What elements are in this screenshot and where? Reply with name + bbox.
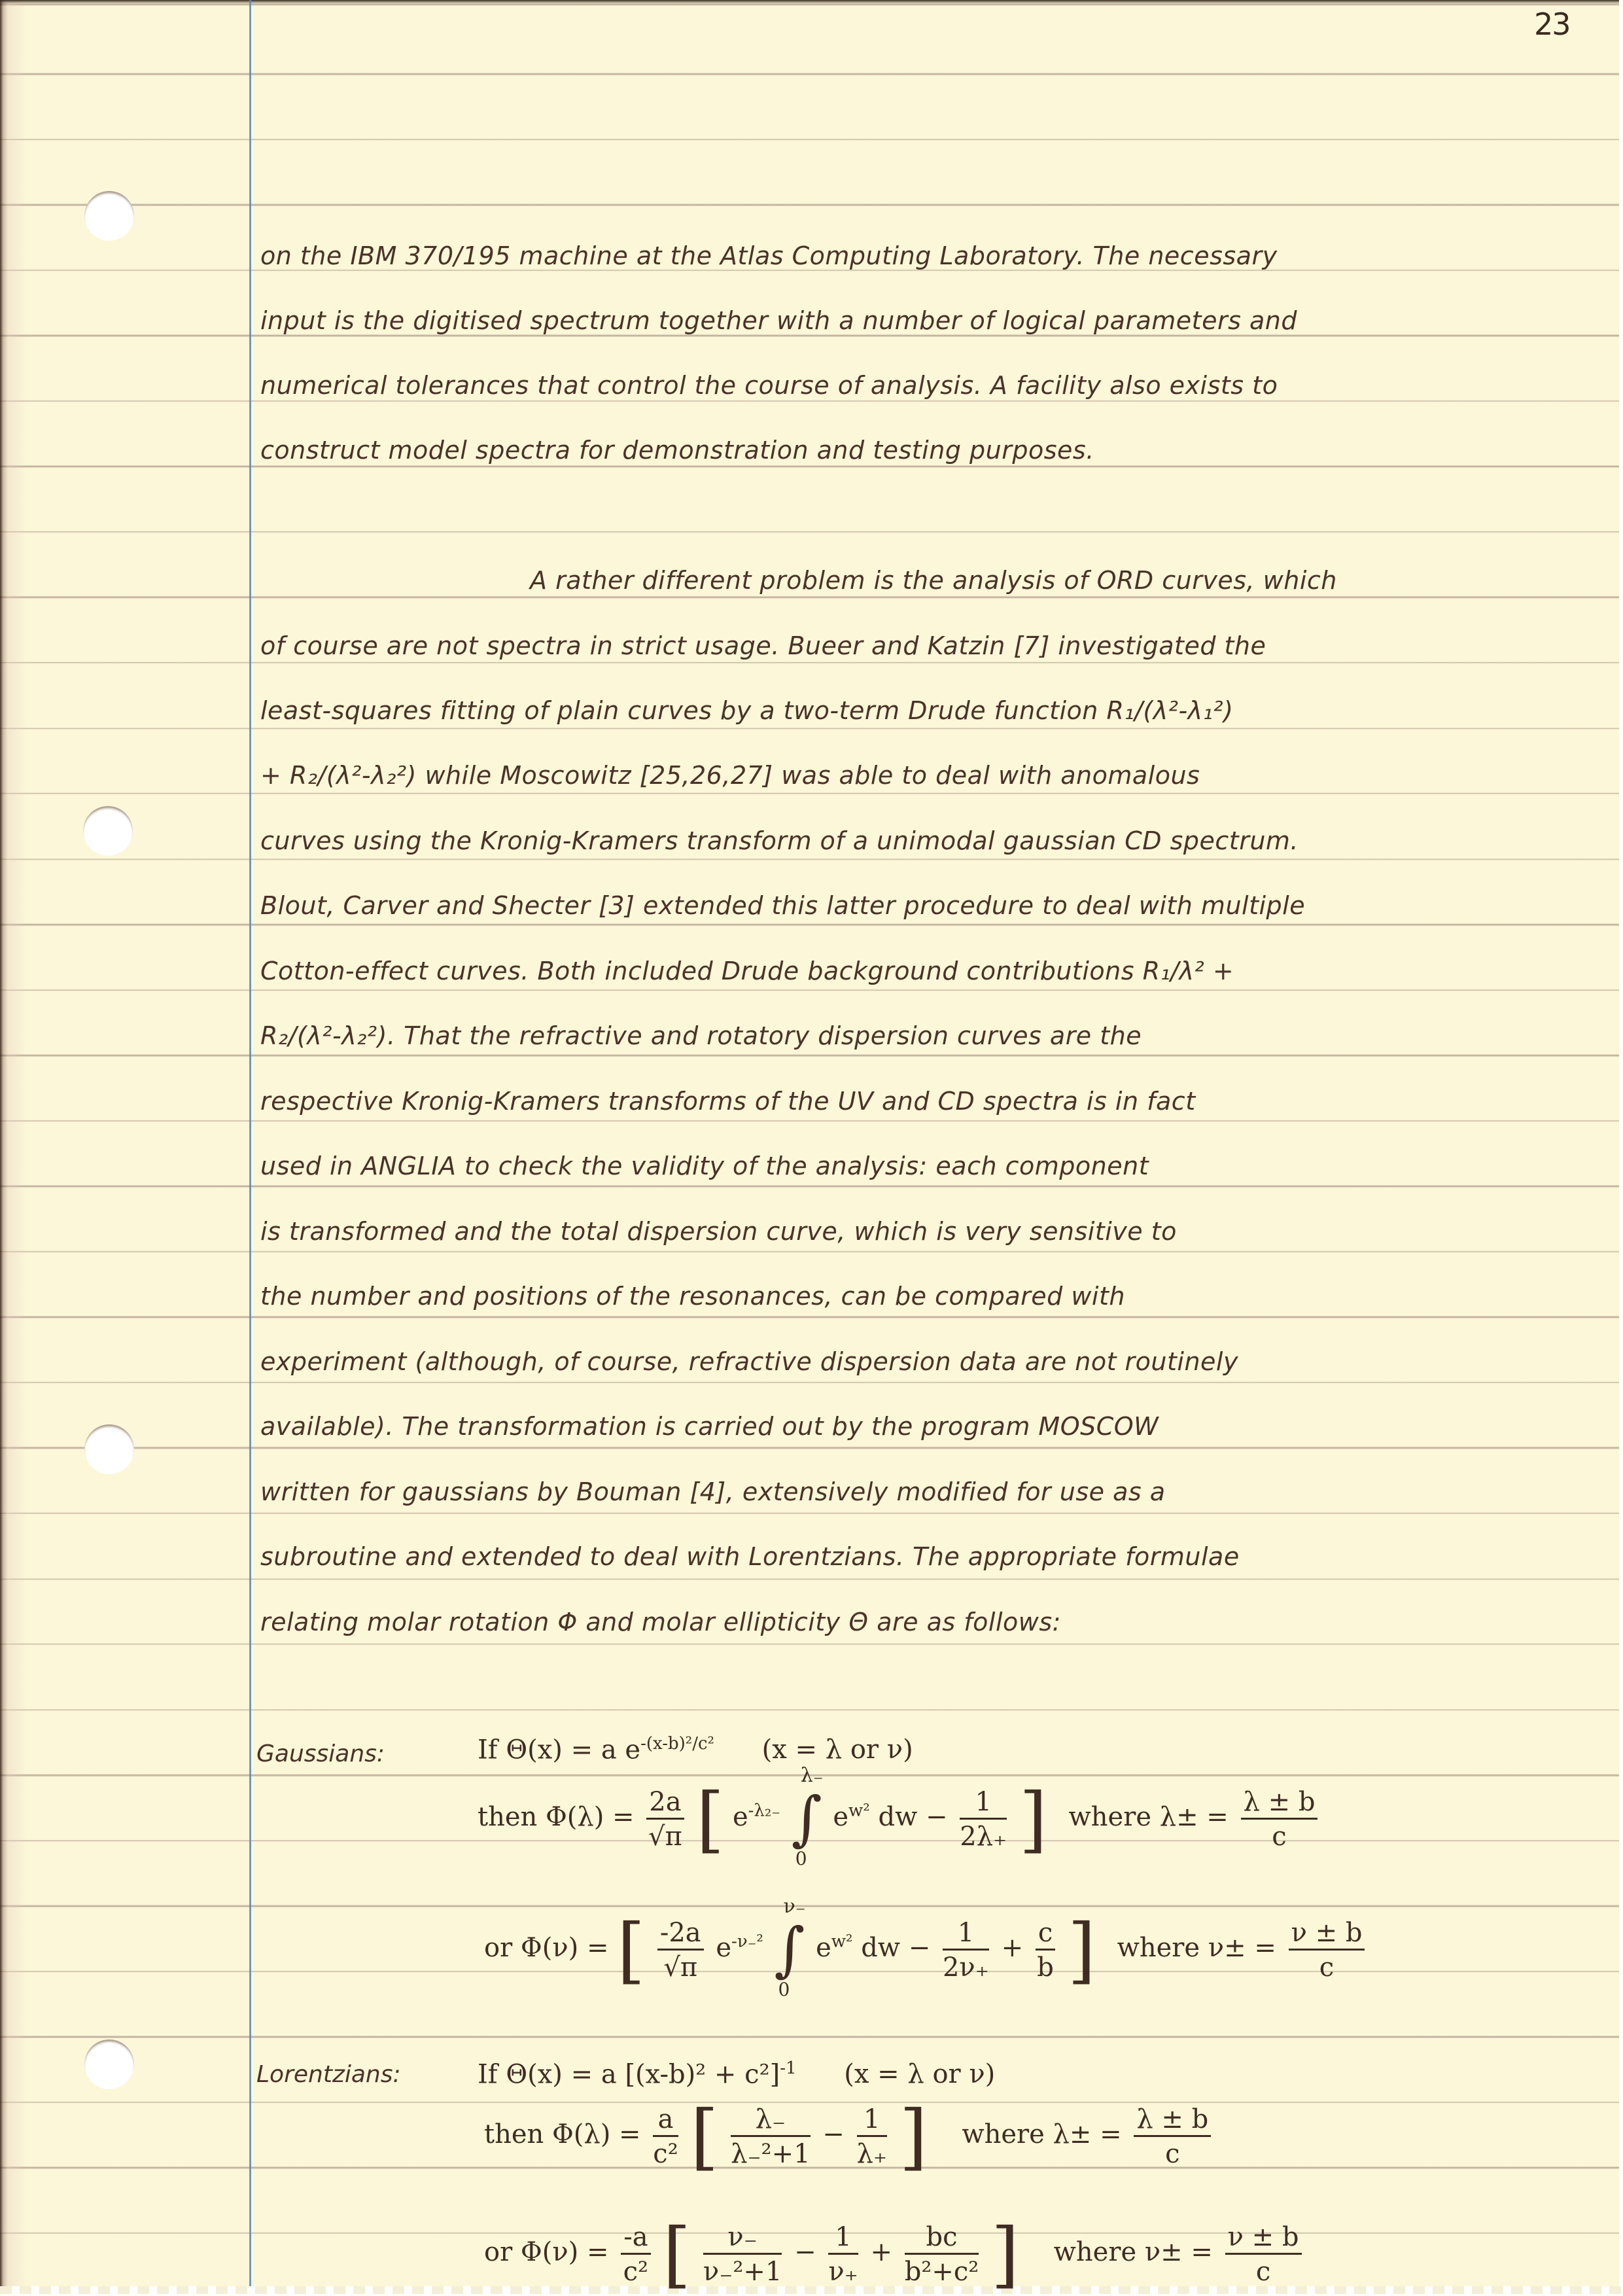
where-text: where λ± =	[962, 2119, 1122, 2149]
fraction	[857, 2106, 887, 2167]
paragraph2-line: Cotton-effect curves. Both included Drude background contributions R₁/λ² +	[260, 957, 1234, 985]
left-bracket: [	[690, 2094, 719, 2178]
fraction	[731, 2106, 810, 2167]
where-text: where λ± =	[1068, 1802, 1229, 1832]
where-text: where ν± =	[1117, 1933, 1276, 1963]
page-number: 23	[1534, 7, 1570, 42]
paragraph1-line: construct model spectra for demonstration and testing purposes.	[260, 436, 1094, 465]
fraction	[1289, 1917, 1365, 1983]
frac-den: λ₊	[856, 2138, 887, 2169]
fraction	[621, 2221, 650, 2287]
lorentzian-exponent: -1	[780, 2058, 797, 2078]
lorentzian-definition	[478, 2058, 996, 2090]
integrand-exp: w²	[831, 1932, 853, 1952]
frac-num: 2a	[646, 1789, 684, 1820]
frac-num: a	[653, 2106, 678, 2137]
paragraph2-line: Blout, Carver and Shecter [3] extended this latter procedure to deal with multiple	[260, 891, 1306, 920]
lorentzian-phi-nu	[484, 2212, 1306, 2296]
page-top-edge	[0, 0, 1619, 4]
frac-den: ν₊	[828, 2256, 858, 2287]
paragraph2-line: curves using the Kronig-Kramers transform of a unimodal gaussian CD spectrum.	[260, 826, 1299, 855]
then-phi-lambda: then Φ(λ) =	[484, 2119, 641, 2149]
right-bracket: ]	[899, 2094, 928, 2178]
frac-den: c²	[623, 2256, 649, 2287]
fraction	[1036, 1917, 1055, 1983]
int-upper: λ₋	[800, 1764, 824, 1787]
fraction	[1134, 2106, 1211, 2167]
frac-num: ν ± b	[1289, 1920, 1365, 1951]
frac-den: √π	[648, 1821, 682, 1852]
paragraph1-line: input is the digitised spectrum together with a number of logical parameters and	[260, 306, 1297, 335]
or-phi-nu: or Φ(ν) =	[484, 1933, 609, 1963]
frac-num: 1	[943, 1920, 989, 1951]
right-bracket: ]	[1019, 1777, 1047, 1861]
punch-hole-icon	[84, 191, 134, 241]
paragraph2-line: is transformed and the total dispersion curve, which is very sensitive to	[260, 1217, 1177, 1246]
exp-power: -λ₂₋	[748, 1801, 781, 1821]
lorentzian-phi-lambda	[484, 2094, 1215, 2178]
gaussian-if-text: If Θ(x) = a e	[478, 1735, 641, 1765]
frac-num: ν ± b	[1225, 2224, 1302, 2255]
frac-den: c	[1319, 1952, 1335, 1983]
fraction	[653, 2106, 678, 2167]
dw: dw −	[878, 1802, 948, 1832]
exp-e: e	[732, 1802, 748, 1832]
plus: +	[1001, 1933, 1024, 1963]
paragraph1-line: numerical tolerances that control the course of analysis. A facility also exists to	[260, 371, 1278, 400]
integral-icon: ∫ ν₋ 0	[774, 1895, 806, 2000]
paragraph2-line: subroutine and extended to deal with Lorentzians. The appropriate formulae	[260, 1542, 1240, 1571]
paragraph2-line: experiment (although, of course, refractive dispersion data are not routinely	[260, 1347, 1238, 1376]
minus: −	[822, 2119, 845, 2149]
gaussian-definition	[478, 1735, 913, 1763]
paragraph2-line: used in ANGLIA to check the validity of the analysis: each component	[260, 1152, 1149, 1180]
right-bracket: ]	[991, 2212, 1019, 2296]
left-bracket: [	[617, 1908, 646, 1992]
paragraph2-line: respective Kronig-Kramers transforms of the UV and CD spectra is in fact	[260, 1087, 1196, 1116]
frac-den: c	[1255, 2256, 1271, 2287]
integral-icon: ∫ λ₋ 0	[791, 1764, 824, 1869]
int-lower: 0	[778, 1979, 790, 2000]
then-phi-lambda: then Φ(λ) =	[478, 1802, 635, 1832]
frac-num: bc	[905, 2224, 979, 2255]
exp-power: -ν₋²	[731, 1932, 763, 1952]
punch-hole-icon	[83, 806, 133, 856]
integrand: e	[833, 1802, 849, 1832]
paragraph2-line: + R₂/(λ²-λ₂²) while Moscowitz [25,26,27] was able to deal with anomalous	[260, 761, 1200, 790]
frac-num: 1	[857, 2106, 887, 2137]
plus: +	[870, 2237, 892, 2267]
frac-den: b²+c²	[904, 2256, 979, 2287]
right-bracket: ]	[1067, 1908, 1096, 1992]
fraction	[1241, 1786, 1318, 1852]
frac-den: 2λ₊	[960, 1821, 1007, 1852]
punch-hole-icon	[84, 1424, 134, 1474]
fraction	[904, 2221, 979, 2287]
gaussian-condition: (x = λ or ν)	[761, 1735, 913, 1765]
paragraph2-line: least-squares fitting of plain curves by a two-term Drude function R₁/(λ²-λ₁²)	[260, 696, 1234, 725]
frac-num: ν₋	[703, 2224, 782, 2255]
fraction	[960, 1786, 1007, 1852]
frac-den: λ₋²+1	[731, 2138, 811, 2169]
int-upper: ν₋	[783, 1895, 806, 1918]
fraction	[1225, 2221, 1302, 2287]
fraction	[703, 2221, 782, 2287]
fraction	[657, 1917, 704, 1983]
fraction	[942, 1917, 989, 1983]
frac-den: c	[1272, 1821, 1287, 1852]
left-bracket: [	[663, 2212, 691, 2296]
paragraph2-line: of course are not spectra in strict usage. Bueer and Katzin [7] investigated the	[260, 631, 1266, 660]
frac-num: 1	[960, 1789, 1007, 1820]
frac-den: ν₋²+1	[703, 2256, 782, 2287]
dw: dw −	[861, 1933, 931, 1963]
fraction	[646, 1786, 684, 1852]
integrand-exp: w²	[848, 1801, 870, 1821]
margin-line	[249, 0, 251, 2294]
frac-num: λ ± b	[1134, 2106, 1211, 2137]
paragraph2-line: the number and positions of the resonances, can be compared with	[260, 1282, 1125, 1311]
frac-den: c	[1165, 2138, 1180, 2169]
integrand: e	[816, 1933, 831, 1963]
minus: −	[794, 2237, 816, 2267]
or-phi-nu: or Φ(ν) =	[484, 2237, 609, 2267]
frac-num: c	[1036, 1920, 1055, 1951]
frac-den: c²	[653, 2138, 678, 2169]
punch-hole-icon	[84, 2040, 134, 2089]
gaussian-phi-nu	[484, 1895, 1369, 2000]
lorentzian-condition: (x = λ or ν)	[844, 2059, 996, 2090]
frac-num: 1	[828, 2224, 858, 2255]
gaussian-exponent: -(x-b)²/c²	[640, 1734, 714, 1754]
paragraph2-line: relating molar rotation Φ and molar ellipticity Θ are as follows:	[260, 1608, 1061, 1636]
frac-num: -a	[621, 2224, 650, 2255]
frac-num: λ ± b	[1241, 1789, 1318, 1820]
exp-e: e	[716, 1933, 732, 1963]
gaussians-label: Gaussians:	[256, 1740, 385, 1767]
left-bracket: [	[696, 1777, 725, 1861]
lorentzian-if-text: If Θ(x) = a [(x-b)² + c²]	[478, 2059, 780, 2090]
frac-den: b	[1037, 1952, 1054, 1983]
frac-num: λ₋	[731, 2106, 810, 2137]
where-text: where ν± =	[1053, 2237, 1213, 2267]
paragraph2-line: written for gaussians by Bouman [4], extensively modified for use as a	[260, 1477, 1166, 1506]
gaussian-phi-lambda	[478, 1764, 1321, 1869]
paragraph2-line: available). The transformation is carried out by the program MOSCOW	[260, 1412, 1159, 1441]
frac-num: -2a	[657, 1920, 704, 1951]
int-lower: 0	[795, 1848, 807, 1869]
lorentzians-label: Lorentzians:	[256, 2061, 401, 2088]
paragraph1-line: on the IBM 370/195 machine at the Atlas Computing Laboratory. The necessary	[260, 241, 1278, 270]
frac-den: √π	[663, 1952, 698, 1983]
fraction	[828, 2221, 858, 2287]
paragraph2-line: A rather different problem is the analysis of ORD curves, which	[530, 566, 1337, 595]
paragraph2-line: R₂/(λ²-λ₂²). That the refractive and rotatory dispersion curves are the	[260, 1021, 1142, 1050]
frac-den: 2ν₊	[942, 1952, 989, 1983]
